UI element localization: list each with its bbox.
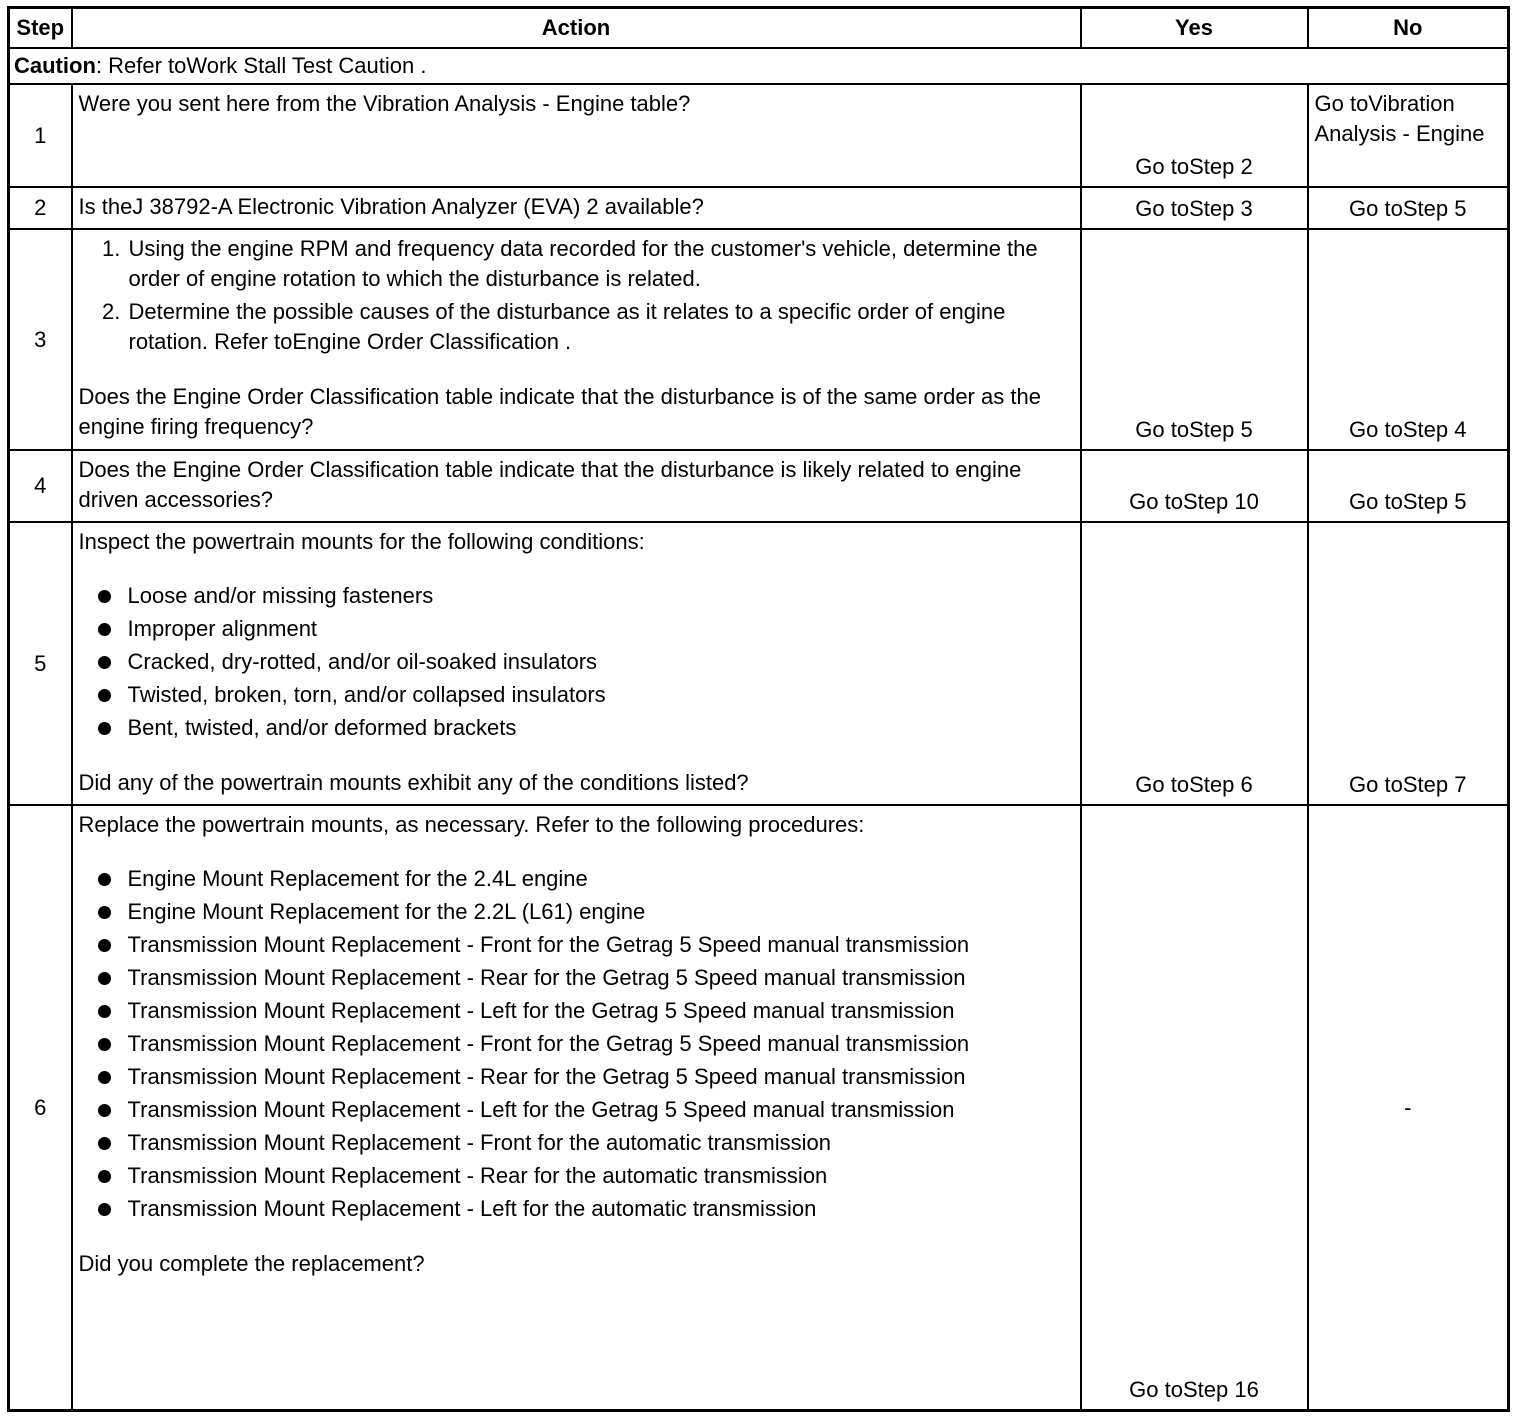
bullet-icon <box>98 722 111 735</box>
yes-cell: Go toStep 16 <box>1081 805 1308 1411</box>
bullet-text: Improper alignment <box>127 616 318 641</box>
numbered-list <box>79 234 1074 357</box>
question-text: Were you sent here from the Vibration Analysis - Engine table? <box>78 91 691 116</box>
step-number: 6 <box>9 805 72 1411</box>
list-item <box>79 1029 1074 1059</box>
bullet-icon <box>98 1005 111 1018</box>
no-cell: Go toStep 5 <box>1308 450 1509 522</box>
table-row <box>9 187 1509 229</box>
list-item <box>79 897 1074 927</box>
bullet-icon <box>98 1170 111 1183</box>
table-row <box>9 805 1509 1411</box>
bullet-text: Transmission Mount Replacement - Left for the Getrag 5 Speed manual transmission <box>127 1097 955 1122</box>
action-cell <box>72 84 1081 187</box>
bullet-text: Engine Mount Replacement for the 2.4L engine <box>127 866 588 891</box>
question-text: Does the Engine Order Classification table indicate that the disturbance is likely related to engine driven accessories? <box>78 457 1022 512</box>
question-text: Did any of the powertrain mounts exhibit any of the conditions listed? <box>78 770 749 795</box>
action-cell <box>72 805 1081 1411</box>
bullet-icon <box>98 1203 111 1216</box>
bullet-list <box>79 864 1074 1224</box>
no-cell: Go toStep 4 <box>1308 229 1509 450</box>
bullet-text: Transmission Mount Replacement - Rear for the Getrag 5 Speed manual transmission <box>127 1064 966 1089</box>
header-row <box>9 8 1509 49</box>
list-item <box>79 614 1074 644</box>
bullet-list <box>79 581 1074 743</box>
bullet-icon <box>98 972 111 985</box>
bullet-icon <box>98 1038 111 1051</box>
header-no: No <box>1308 8 1509 49</box>
table-row <box>9 84 1509 187</box>
bullet-icon <box>98 1137 111 1150</box>
bullet-text: Engine Mount Replacement for the 2.2L (L61) engine <box>127 899 646 924</box>
action-cell <box>72 450 1081 522</box>
no-cell: Go toStep 7 <box>1308 522 1509 805</box>
step-number: 1 <box>9 84 72 187</box>
bullet-text: Cracked, dry-rotted, and/or oil-soaked insulators <box>127 649 598 674</box>
question-text: Does the Engine Order Classification table indicate that the disturbance is of the same order as the engine firing frequency? <box>78 384 1041 439</box>
action-cell <box>72 187 1081 229</box>
bullet-icon <box>98 656 111 669</box>
no-cell: Go toStep 5 <box>1308 187 1509 229</box>
question-text: Is theJ 38792-A Electronic Vibration Analyzer (EVA) 2 available? <box>78 194 704 219</box>
bullet-icon <box>98 689 111 702</box>
list-item <box>79 996 1074 1026</box>
bullet-icon <box>98 873 111 886</box>
bullet-text: Transmission Mount Replacement - Rear for the Getrag 5 Speed manual transmission <box>127 965 966 990</box>
diagnostic-table <box>7 6 1510 1412</box>
bullet-icon <box>98 939 111 952</box>
bullet-icon <box>98 623 111 636</box>
list-item: 1. Using the engine RPM and frequency data recorded for the customer's vehicle, determine the order of engine rotation to which the disturbance is related. <box>127 234 1074 294</box>
table-row <box>9 450 1509 522</box>
question-text: Did you complete the replacement? <box>78 1251 425 1276</box>
header-action: Action <box>72 8 1081 49</box>
bullet-text: Transmission Mount Replacement - Left for the automatic transmission <box>127 1196 817 1221</box>
yes-cell: Go toStep 6 <box>1081 522 1308 805</box>
list-item <box>79 581 1074 611</box>
yes-cell: Go toStep 10 <box>1081 450 1308 522</box>
bullet-text: Loose and/or missing fasteners <box>127 583 434 608</box>
list-item: 2. Determine the possible causes of the disturbance as it relates to a specific order of engine rotation. Refer toEngine Order Classification . <box>127 297 1074 357</box>
list-item <box>79 1095 1074 1125</box>
step-number: 4 <box>9 450 72 522</box>
bullet-text: Transmission Mount Replacement - Front for the Getrag 5 Speed manual transmission <box>127 932 970 957</box>
caution-label: Caution <box>14 53 96 78</box>
no-cell: - <box>1308 805 1509 1411</box>
step-number: 2 <box>9 187 72 229</box>
table-row <box>9 522 1509 805</box>
header-step: Step <box>9 8 72 49</box>
table-row <box>9 229 1509 450</box>
list-item <box>79 930 1074 960</box>
bullet-text: Transmission Mount Replacement - Front for the Getrag 5 Speed manual transmission <box>127 1031 970 1056</box>
bullet-text: Transmission Mount Replacement - Front for the automatic transmission <box>127 1130 831 1155</box>
list-item <box>79 864 1074 894</box>
header-yes: Yes <box>1081 8 1308 49</box>
yes-cell: Go toStep 2 <box>1081 84 1308 187</box>
intro-text: Replace the powertrain mounts, as necessary. Refer to the following procedures: <box>78 812 865 837</box>
bullet-text: Bent, twisted, and/or deformed brackets <box>127 715 517 740</box>
bullet-text: Transmission Mount Replacement - Rear for the automatic transmission <box>127 1163 828 1188</box>
list-item <box>79 1194 1074 1224</box>
list-item <box>79 1128 1074 1158</box>
bullet-text: Twisted, broken, torn, and/or collapsed insulators <box>127 682 606 707</box>
list-item <box>79 647 1074 677</box>
caution-row <box>9 48 1509 84</box>
action-cell <box>72 229 1081 450</box>
no-cell: Go toVibration Analysis - Engine <box>1308 84 1509 187</box>
caution-cell <box>9 48 1509 84</box>
list-item <box>79 1161 1074 1191</box>
bullet-text: Transmission Mount Replacement - Left for the Getrag 5 Speed manual transmission <box>127 998 955 1023</box>
list-item <box>79 713 1074 743</box>
list-item <box>79 1062 1074 1092</box>
action-cell <box>72 522 1081 805</box>
yes-cell: Go toStep 5 <box>1081 229 1308 450</box>
list-item <box>79 680 1074 710</box>
list-item <box>79 963 1074 993</box>
bullet-icon <box>98 590 111 603</box>
caution-text: : Refer toWork Stall Test Caution . <box>95 53 427 78</box>
intro-text: Inspect the powertrain mounts for the following conditions: <box>78 529 645 554</box>
bullet-icon <box>98 1104 111 1117</box>
step-number: 5 <box>9 522 72 805</box>
step-number: 3 <box>9 229 72 450</box>
bullet-icon <box>98 1071 111 1084</box>
bullet-icon <box>98 906 111 919</box>
yes-cell: Go toStep 3 <box>1081 187 1308 229</box>
